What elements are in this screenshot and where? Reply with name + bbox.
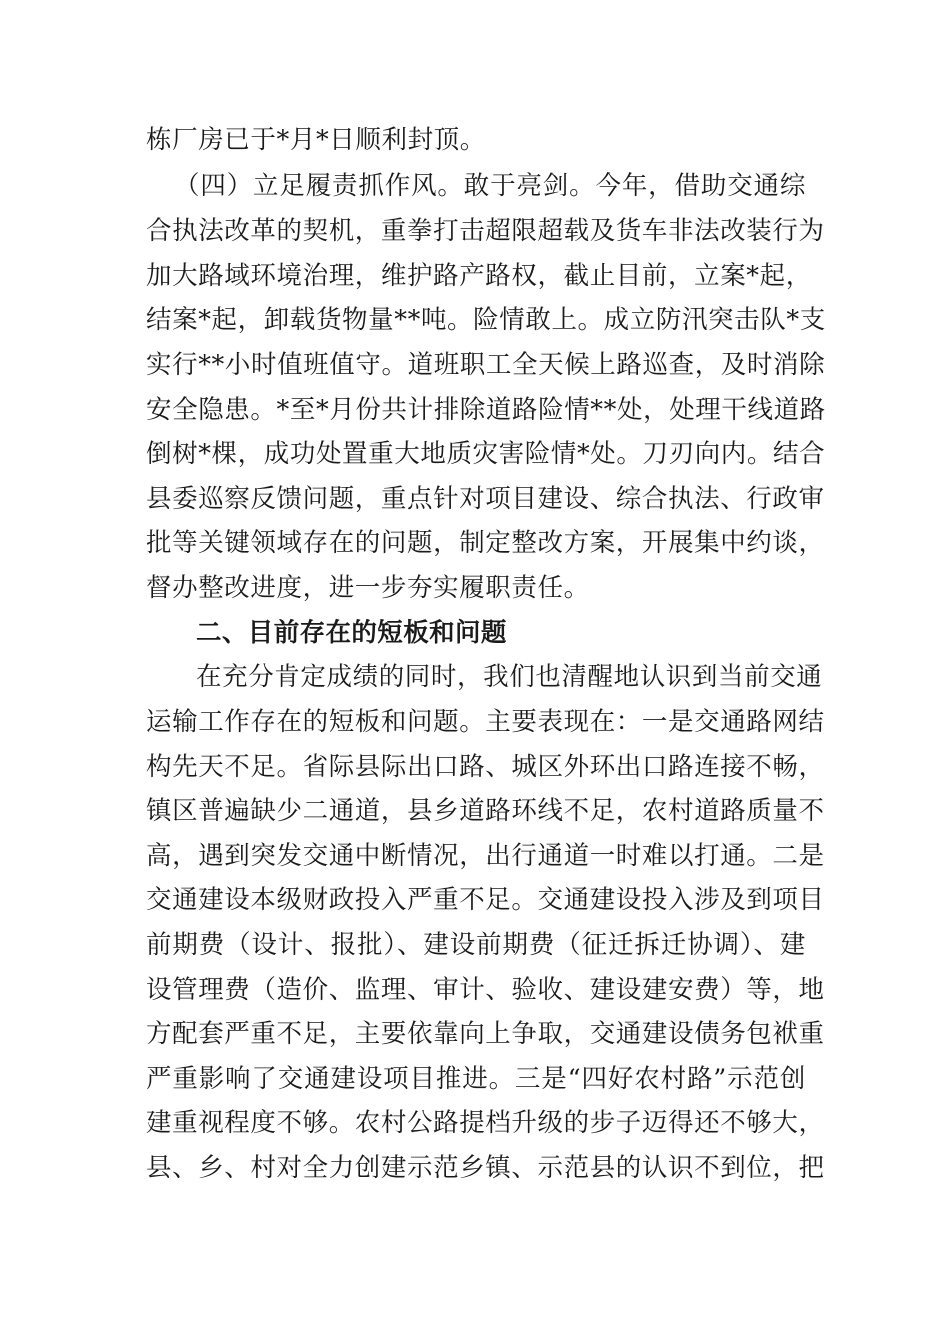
paragraph-line: 实行**小时值班值守。道班职工全天候上路巡查，及时消除 — [146, 350, 826, 380]
paragraph-line: 加大路域环境治理，维护路产路权，截止目前，立案*起， — [146, 261, 812, 291]
paragraph-line: 栋厂房已于*月*日顺利封顶。 — [146, 125, 486, 155]
paragraph-line: 县委巡察反馈问题，重点针对项目建设、综合执法、行政审 — [146, 484, 825, 514]
paragraph-line: 在充分肯定成绩的同时，我们也清醒地认识到当前交通 — [196, 662, 823, 692]
paragraph-line: 建重视程度不够。农村公路提档升级的步子迈得还不够大， — [146, 1108, 825, 1138]
paragraph-line: 批等关键领域存在的问题，制定整改方案，开展集中约谈， — [146, 528, 825, 558]
paragraph-line: 安全隐患。*至*月份共计排除道路险情**处，处理干线道路 — [146, 395, 826, 425]
paragraph-line: 设管理费（造价、监理、审计、验收、建设建安费）等，地 — [146, 975, 825, 1005]
paragraph-line: 运输工作存在的短板和问题。主要表现在：一是交通路网结 — [146, 707, 825, 737]
paragraph-line: 督办整改进度，进一步夯实履职责任。 — [146, 573, 590, 603]
paragraph-line: 构先天不足。省际县际出口路、城区外环出口路连接不畅， — [146, 752, 825, 782]
paragraph-line: 倒树*棵，成功处置重大地质灾害险情*处。刀刃向内。结合 — [146, 439, 826, 469]
section-heading: 二、目前存在的短板和问题 — [196, 618, 507, 648]
paragraph-line: 严重影响了交通建设项目推进。三是“四好农村路”示范创 — [146, 1064, 806, 1094]
paragraph-line: （四）立足履责抓作风。敢于亮剑。今年，借助交通综 — [174, 171, 806, 201]
paragraph-line: 交通建设本级财政投入严重不足。交通建设投入涉及到项目 — [146, 885, 825, 915]
paragraph-line: 结案*起，卸载货物量**吨。险情敢上。成立防汛突击队*支 — [146, 305, 826, 335]
paragraph-line: 方配套严重不足，主要依靠向上争取，交通建设债务包袱重 — [146, 1019, 825, 1049]
paragraph-line: 县、乡、村对全力创建示范乡镇、示范县的认识不到位，把 — [146, 1153, 825, 1183]
paragraph-line: 前期费（设计、报批）、建设前期费（征迁拆迁协调）、建 — [146, 930, 806, 960]
paragraph-line: 高，遇到突发交通中断情况，出行通道一时难以打通。二是 — [146, 841, 825, 871]
paragraph-line: 镇区普遍缺少二通道，县乡道路环线不足，农村道路质量不 — [146, 796, 825, 826]
paragraph-line: 合执法改革的契机，重拳打击超限超载及货车非法改装行为 — [146, 216, 825, 246]
